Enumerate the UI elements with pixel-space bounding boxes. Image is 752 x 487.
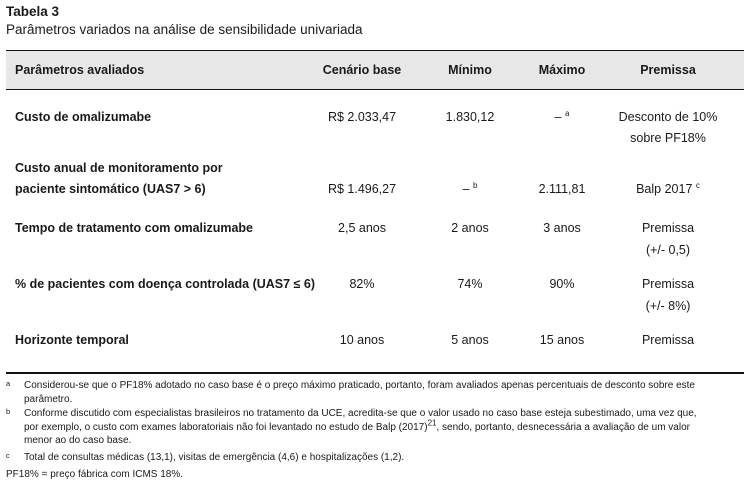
footnote-text-tail: , sendo, portanto, desnecessária a avaliação de um valor [436, 421, 690, 433]
row-base: 2,5 anos [338, 221, 386, 235]
footnote-line: parâmetro. [24, 393, 73, 405]
row-base: 10 anos [339, 333, 385, 347]
row-premissa-line1: Premissa [641, 277, 695, 291]
row-premissa-value: Balp 2017 [636, 182, 693, 196]
row-max: 3 anos [543, 221, 581, 235]
footnote-line [24, 418, 744, 435]
header-minimo: Mínimo [448, 63, 492, 77]
header-premissa: Premissa [640, 63, 696, 77]
row-min-value: – [462, 182, 470, 196]
row-max: 90% [549, 277, 575, 291]
row-base: 82% [349, 277, 375, 291]
row-param-line1: Custo anual de monitoramento por [15, 161, 223, 175]
footnote-mark: c [6, 451, 10, 460]
row-max: 15 anos [539, 333, 585, 347]
footnote-ref-c: c [695, 180, 700, 190]
table-bottom-rule [6, 372, 744, 374]
row-min: 74% [457, 277, 483, 291]
row-min: 2 anos [451, 221, 489, 235]
row-param-line2: paciente sintomático (UAS7 > 6) [15, 182, 206, 196]
row-param: % de pacientes com doença controlada (UAS7 ≤ 6) [15, 277, 315, 291]
footnote-ref-b: b [472, 180, 478, 190]
row-premissa: Premissa [641, 333, 695, 347]
footnote-mark: b [6, 407, 11, 416]
footnote-text: por exemplo, o custo com exames laboratoriais não foi levantado no estudo de Balp (2017) [24, 421, 428, 433]
row-premissa-line1: Desconto de 10% [618, 110, 718, 124]
row-premissa-line1: Premissa [641, 221, 695, 235]
footnote-mark: a [6, 379, 11, 388]
header-parametros: Parâmetros avaliados [15, 63, 145, 77]
row-premissa-line2: sobre PF18% [630, 131, 706, 145]
row-param: Tempo de tratamento com omalizumabe [15, 221, 254, 235]
row-max [508, 107, 616, 128]
row-max: 2.111,81 [538, 182, 586, 196]
header-bottom-rule [6, 89, 744, 90]
row-premissa [608, 179, 728, 200]
row-base: R$ 2.033,47 [327, 110, 397, 124]
footnote-line: menor ao do caso base. [24, 435, 132, 446]
reference-superscript: 21 [427, 418, 437, 428]
row-min: 1.830,12 [445, 110, 495, 124]
footnote-ref-a: a [564, 108, 570, 118]
footnote-line: Total de consultas médicas (13,1), visitas de emergência (4,6) e hospitalizações (1,2). [24, 452, 405, 463]
row-param: Horizonte temporal [15, 333, 129, 347]
table-subtitle: Parâmetros variados na análise de sensibilidade univariada [6, 22, 363, 37]
row-min: 5 anos [451, 333, 489, 347]
table-title: Tabela 3 [6, 4, 60, 19]
abbreviation-note: PF18% = preço fábrica com ICMS 18%. [6, 469, 184, 480]
row-premissa-line2: (+/- 0,5) [645, 243, 691, 257]
row-max-value: – [554, 110, 562, 124]
row-param: Custo de omalizumabe [15, 110, 152, 124]
row-base: R$ 1.496,27 [327, 182, 397, 196]
footnote-line: Conforme discutido com especialistas brasileiros no tratamento da UCE, acredita-se que o valor usado no caso base esteja subestimado, uma vez que, [24, 408, 697, 419]
header-cenario-base: Cenário base [322, 63, 402, 77]
footnote-line: Considerou-se que o PF18% adotado no caso base é o preço máximo praticado, portanto, foram avaliados apenas percentuais de desconto sobre este [24, 380, 695, 391]
row-premissa-line2: (+/- 8%) [645, 299, 691, 313]
header-maximo: Máximo [538, 63, 586, 77]
